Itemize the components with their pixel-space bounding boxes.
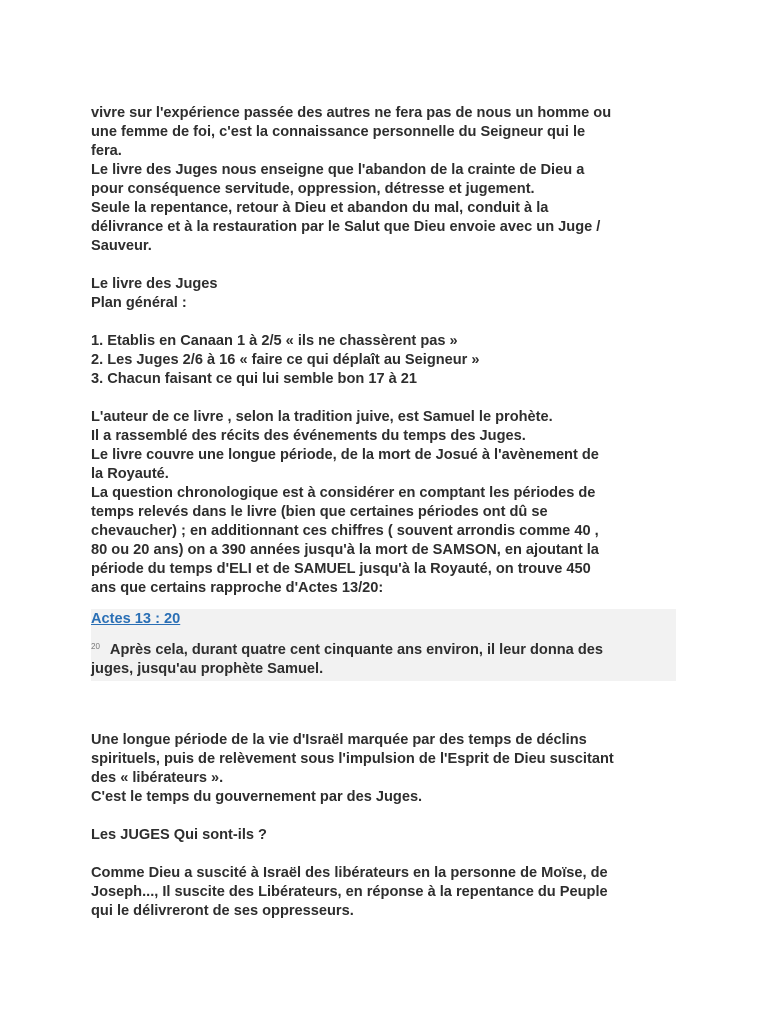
bible-reference-link[interactable]: Actes 13 : 20	[91, 611, 181, 627]
spacer	[91, 807, 681, 826]
paragraph-juges-heading: Les JUGES Qui sont-ils ?	[91, 827, 267, 843]
spacer	[91, 389, 681, 408]
paragraph-plan-heading: Le livre des Juges Plan général :	[91, 276, 218, 311]
verse-number: 20	[91, 642, 100, 651]
paragraph-liberateurs: Comme Dieu a suscité à Israël des libérateurs en la personne de Moïse, de Joseph..., Il suscite des Libérateurs, en réponse à la repentance du Peuple qui le délivreront de ses oppresseurs.	[91, 865, 608, 919]
spacer	[91, 845, 681, 864]
paragraph-israel-period: Une longue période de la vie d'Israël marquée par des temps de déclins spirituels, puis de relèvement sous l'impulsion de l'Esprit de Dieu suscitant des « libérateurs ». C'est le temps du gouvernement par des Juges.	[91, 732, 614, 805]
verse-text: Après cela, durant quatre cent cinquante ans environ, il leur donna des juges, jusqu'au prophète Samuel.	[91, 642, 603, 677]
document-page	[91, 104, 681, 921]
spacer	[91, 681, 681, 731]
bible-quote-text	[91, 637, 676, 681]
paragraph-author: L'auteur de ce livre , selon la tradition juive, est Samuel le prohète. Il a rassemblé des récits des événements du temps des Juges. Le livre couvre une longue période, de la mort de Josué à l'avènement de la Royauté. La question chronologique est à considérer en comptant les périodes de temps relevés dans le livre (bien que certaines périodes ont dû se chevaucher) ; en additionnant ces chiffres ( souvent arrondis comme 40 , 80 ou 20 ans) on a 390 années jusqu'à la mort de SAMSON, en ajoutant la période du temps d'ELI et de SAMUEL jusqu'à la Royauté, on trouve 450 ans que certains rapproche d'Actes 13/20:	[91, 409, 599, 596]
spacer	[91, 256, 681, 275]
paragraph-plan-list: 1. Etablis en Canaan 1 à 2/5 « ils ne chassèrent pas » 2. Les Juges 2/6 à 16 « faire ce qui déplaît au Seigneur » 3. Chacun faisant ce qui lui semble bon 17 à 21	[91, 333, 480, 387]
bible-quote-box	[91, 609, 676, 681]
paragraph-intro: vivre sur l'expérience passée des autres ne fera pas de nous un homme ou une femme de foi, c'est la connaissance personnelle du Seigneur qui le fera. Le livre des Juges nous enseigne que l'abandon de la crainte de Dieu a pour conséquence servitude, oppression, détresse et jugement. Seule la repentance, retour à Dieu et abandon du mal, conduit à la délivrance et à la restauration par le Salut que Dieu envoie avec un Juge / Sauveur.	[91, 105, 612, 254]
spacer	[91, 313, 681, 332]
